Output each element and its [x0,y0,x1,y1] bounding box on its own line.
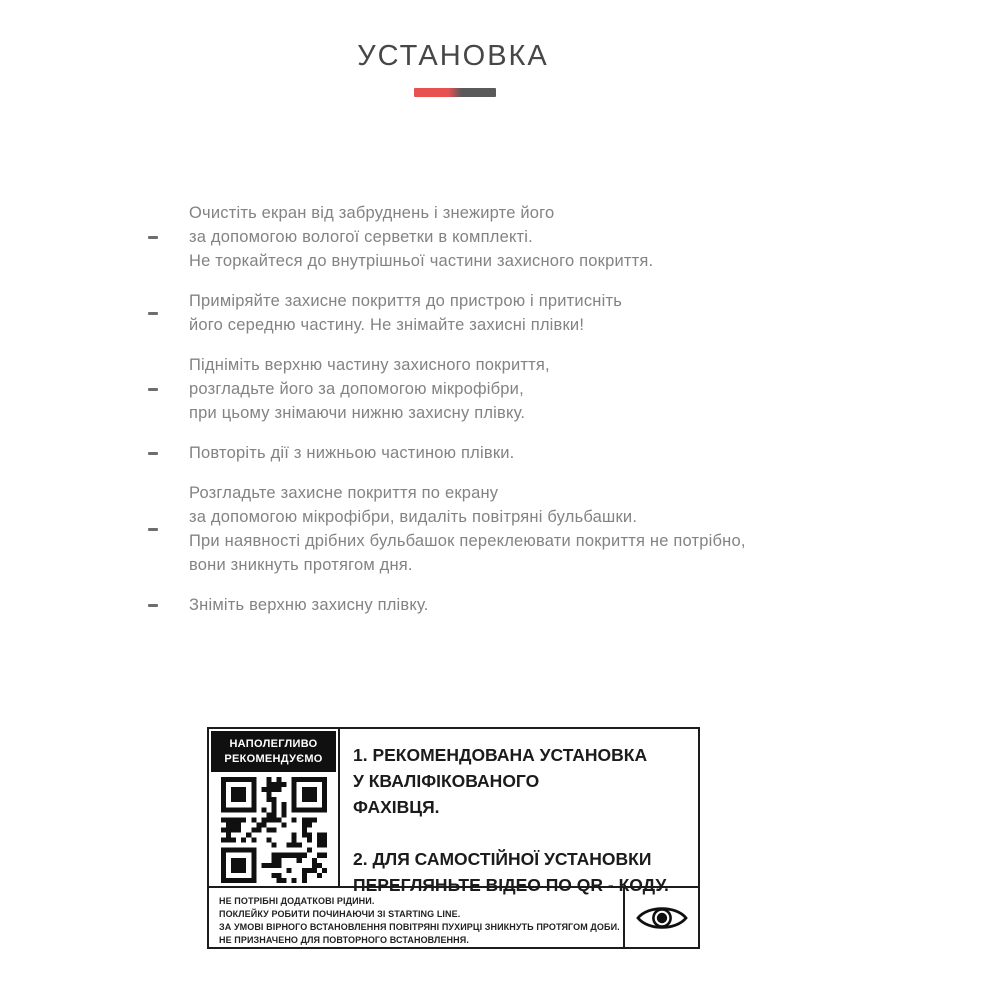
instruction-text: Підніміть верхню частину захисного покриття, розгладьте його за допомогою мікрофібри, при цьому знімаючи нижню захисну плівку. [189,356,550,422]
qr-code-icon [221,777,327,883]
instruction-text: Очистіть екран від забруднень і знежирте його за допомогою вологої серветки в комплекті. Не торкайтеся до внутрішньої частини захисного покриття. [189,204,654,270]
strongly-recommend-label-line1: НАПОЛЕГЛИВО [229,737,318,750]
dash-bullet-icon [148,604,158,607]
recommendation-item: 2. ДЛЯ САМОСТІЙНОЇ УСТАНОВКИ ПЕРЕГЛЯНЬТЕ ВІДЕО ПО QR - КОДУ. [353,849,669,895]
dash-bullet-icon [148,388,158,391]
instruction-text: Повторіть дії з нижньою частиною плівки. [189,444,515,462]
recommendation-text-column [340,729,698,895]
instruction-item [148,593,746,617]
recommendation-item: 1. РЕКОМЕНДОВАНА УСТАНОВКА У КВАЛІФІКОВАНОГО ФАХІВЦЯ. [353,745,648,817]
strongly-recommend-label [211,731,336,772]
dash-bullet-icon [148,236,158,239]
footer-note-line: НЕ ПРИЗНАЧЕНО ДЛЯ ПОВТОРНОГО ВСТАНОВЛЕННЯ. [219,935,469,945]
footer-notes [209,888,625,947]
dash-bullet-icon [148,452,158,455]
recommendation-box [207,727,700,949]
dash-bullet-icon [148,312,158,315]
red-gray-divider-icon [414,88,496,97]
instruction-item [148,481,746,577]
instruction-item [148,201,746,273]
instruction-text: Приміряйте захисне покриття до пристрою і притисніть його середню частину. Не знімайте захисні плівки! [189,292,622,334]
recommendation-box-left-column [209,729,340,886]
footer-note-line: ПОКЛЕЙКУ РОБИТИ ПОЧИНАЮЧИ ЗІ STARTING LINE. [219,909,461,919]
instruction-text: Зніміть верхню захисну плівку. [189,596,429,614]
eye-icon [625,888,698,947]
dash-bullet-icon [148,528,158,531]
strongly-recommend-label-line2: РЕКОМЕНДУЄМО [224,752,323,765]
page-title: УСТАНОВКА [357,40,549,72]
recommendation-box-top [209,729,698,895]
footer-note-line: НЕ ПОТРІБНІ ДОДАТКОВІ РІДИНИ. [219,896,375,906]
instruction-item [148,289,746,337]
instruction-item [148,353,746,425]
instruction-list [148,201,746,633]
instruction-item [148,441,746,465]
recommendation-box-footer [209,888,698,947]
instruction-text: Розгладьте захисне покриття по екрану за допомогою мікрофібри, видаліть повітряні бульбашки. При наявності дрібних бульбашок переклеювати покриття не потрібно, вони зникнуть протягом дня. [189,484,746,574]
footer-note-line: ЗА УМОВІ ВІРНОГО ВСТАНОВЛЕННЯ ПОВІТРЯНІ ПУХИРЦІ ЗНИКНУТЬ ПРОТЯГОМ ДОБИ. [219,922,620,932]
